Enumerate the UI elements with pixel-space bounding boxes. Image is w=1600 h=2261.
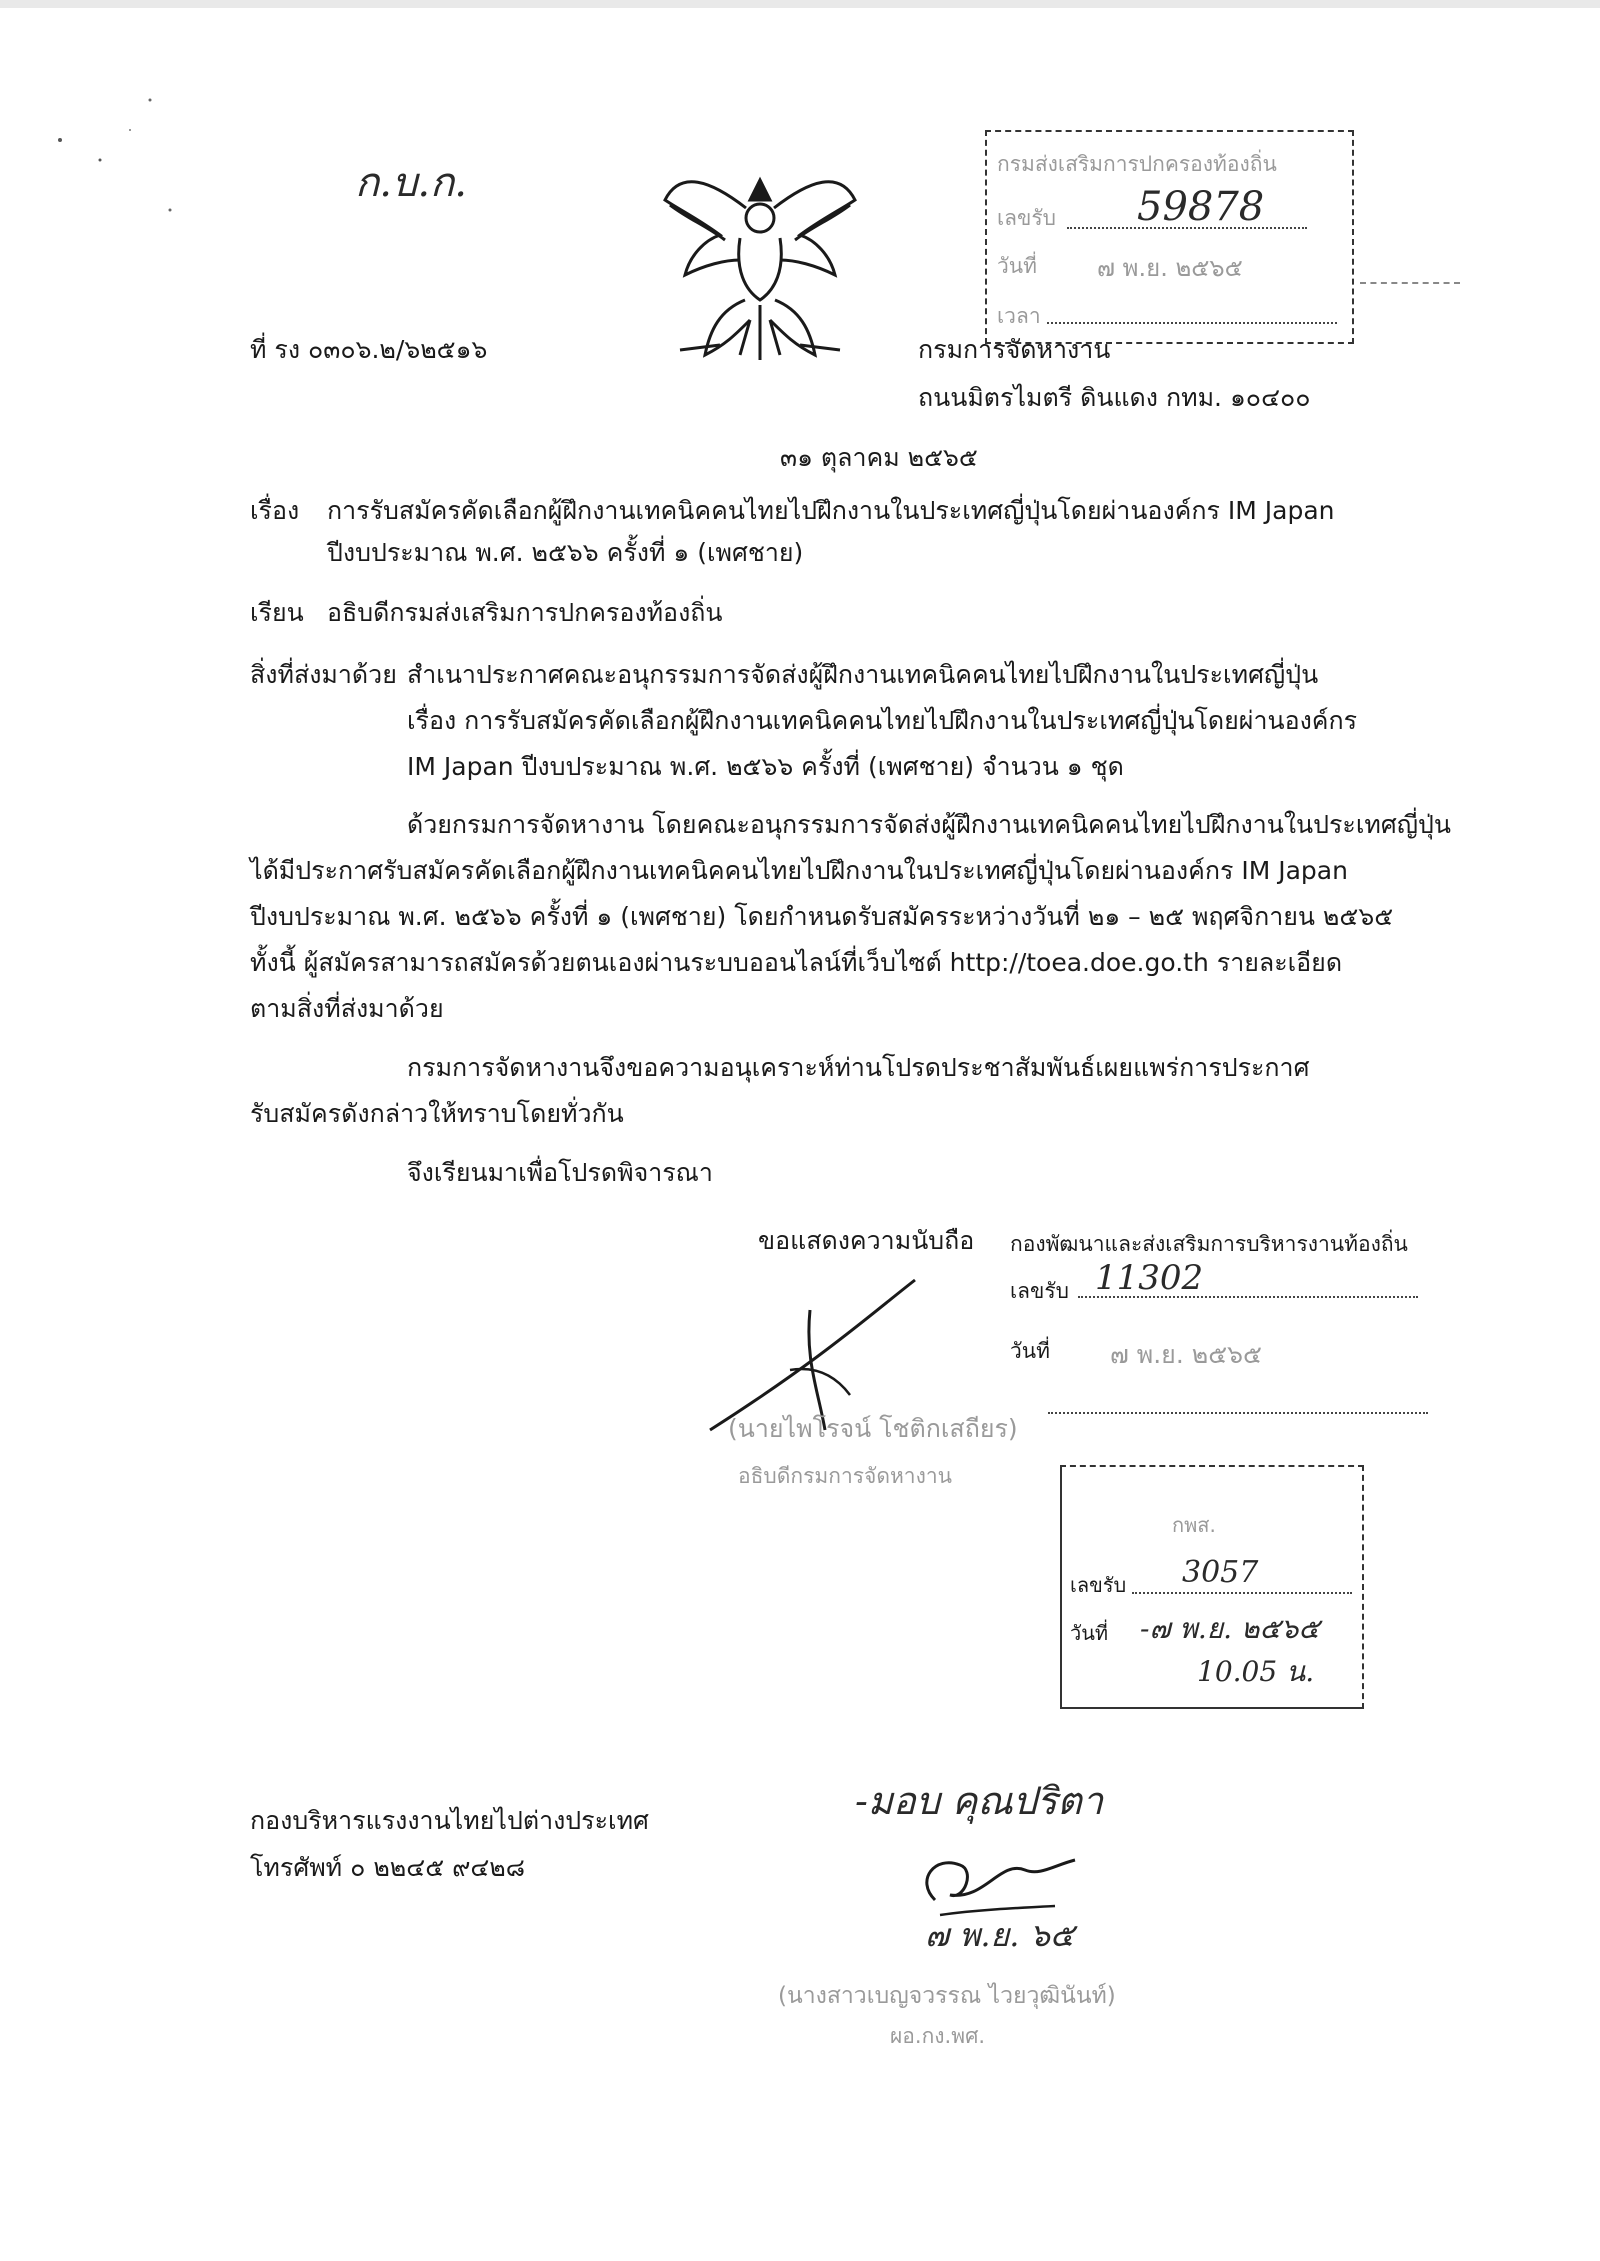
stamp1-time-label: เวลา bbox=[997, 304, 1041, 328]
stamp2-office: กองพัฒนาและส่งเสริมการบริหารงานท้องถิ่น bbox=[1010, 1232, 1408, 1256]
stamp2-number: 11302 bbox=[1095, 1258, 1204, 1298]
stamp3-number-label: เลขรับ bbox=[1070, 1573, 1127, 1597]
stamp2-date: ๗ พ.ย. ๒๕๖๕ bbox=[1110, 1340, 1262, 1369]
subject-line-2: ปีงบประมาณ พ.ศ. ๒๕๖๖ ครั้งที่ ๑ (เพศชาย) bbox=[327, 538, 804, 567]
body-p1-line-2: ได้มีประกาศรับสมัครคัดเลือกผู้ฝึกงานเทคนิคคนไทยไปฝึกงานในประเทศญี่ปุ่นโดยผ่านองค์กร IM Japan bbox=[250, 856, 1348, 885]
stamp1-time-line bbox=[1047, 322, 1337, 324]
second-signer-title: ผอ.กง.พศ. bbox=[890, 2024, 986, 2048]
salutation-label: เรียน bbox=[250, 598, 304, 627]
letter-date: ๓๑ ตุลาคม ๒๕๖๕ bbox=[780, 443, 978, 472]
salutation-text: อธิบดีกรมส่งเสริมการปกครองท้องถิ่น bbox=[327, 598, 723, 627]
enclosure-label: สิ่งที่ส่งมาด้วย bbox=[250, 660, 397, 689]
received-stamp-1 bbox=[985, 130, 1354, 344]
received-stamp-3 bbox=[1060, 1465, 1364, 1709]
body-p1-line-5: ตามสิ่งที่ส่งมาด้วย bbox=[250, 994, 444, 1023]
stamp2-time-line bbox=[1048, 1412, 1428, 1414]
body-p1-line-3: ปีงบประมาณ พ.ศ. ๒๕๖๖ ครั้งที่ ๑ (เพศชาย) โดยกำหนดรับสมัครระหว่างวันที่ ๒๑ – ๒๕ พฤศจิกายน ๒๕๖๕ bbox=[250, 902, 1394, 931]
signer-title: อธิบดีกรมการจัดหางาน bbox=[738, 1464, 952, 1488]
garuda-emblem bbox=[650, 160, 870, 365]
reference-number: ที่ รง ๐๓๐๖.๒/๖๒๕๑๖ bbox=[250, 335, 488, 364]
handwritten-date-note: ๗ พ.ย. ๖๕ bbox=[925, 1916, 1075, 1954]
body-p2-line-2: รับสมัครดังกล่าวให้ทราบโดยทั่วกัน bbox=[250, 1099, 624, 1128]
scan-specks bbox=[40, 70, 200, 270]
faint-handwriting: ㅤ bbox=[300, 253, 329, 288]
stamp1-number: 59878 bbox=[1137, 184, 1265, 230]
body-p1-line-1: ด้วยกรมการจัดหางาน โดยคณะอนุกรรมการจัดส่งผู้ฝึกงานเทคนิคคนไทยไปฝึกงานในประเทศญี่ปุ่น bbox=[407, 810, 1452, 839]
stamp3-date: -๗ พ.ย. ๒๕๖๕ bbox=[1140, 1612, 1320, 1645]
stamp1-number-label: เลขรับ bbox=[997, 206, 1057, 230]
stamp1-date: ๗ พ.ย. ๒๕๖๕ bbox=[1097, 254, 1243, 282]
body-p1-line-4: ทั้งนี้ ผู้สมัครสามารถสมัครด้วยตนเองผ่านระบบออนไลน์ที่เว็บไซต์ http://toea.doe.go.th รายละเอียด bbox=[250, 948, 1343, 977]
body-p3: จึงเรียนมาเพื่อโปรดพิจารณา bbox=[407, 1158, 713, 1187]
stamp2-number-label: เลขรับ bbox=[1010, 1279, 1070, 1303]
stamp3-time: 10.05 น. bbox=[1197, 1655, 1315, 1688]
enclosure-line-3: IM Japan ปีงบประมาณ พ.ศ. ๒๕๖๖ ครั้งที่ (เพศชาย) จำนวน ๑ ชุด bbox=[407, 752, 1124, 781]
handwritten-top-note: ก.บ.ก. bbox=[355, 160, 467, 206]
enclosure-line-1: สำเนาประกาศคณะอนุกรรมการจัดส่งผู้ฝึกงานเทคนิคคนไทยไปฝึกงานในประเทศญี่ปุ่น bbox=[407, 660, 1319, 689]
signer-name: (นายไพโรจน์ โชติกเสถียร) bbox=[728, 1414, 1018, 1443]
stamp1-edge bbox=[1360, 282, 1460, 284]
department-name: กรมการจัดหางาน bbox=[918, 335, 1111, 364]
footer-office: กองบริหารแรงงานไทยไปต่างประเทศ bbox=[250, 1806, 649, 1835]
body-p2-line-1: กรมการจัดหางานจึงขอความอนุเคราะห์ท่านโปรดประชาสัมพันธ์เผยแพร่การประกาศ bbox=[407, 1053, 1310, 1082]
footer-phone: โทรศัพท์ ๐ ๒๒๔๕ ๙๔๒๘ bbox=[250, 1853, 526, 1882]
stamp2-date-label: วันที่ bbox=[1010, 1339, 1050, 1363]
stamp3-office: กพส. bbox=[1172, 1513, 1216, 1537]
second-signer-name: (นางสาวเบญจวรรณ ไวยวุฒินันท์) bbox=[778, 1983, 1116, 2009]
handwritten-assign-note: -มอบ คุณปริตา bbox=[855, 1779, 1104, 1823]
stamp3-number-line bbox=[1132, 1592, 1352, 1594]
subject-line-1: การรับสมัครคัดเลือกผู้ฝึกงานเทคนิคคนไทยไปฝึกงานในประเทศญี่ปุ่นโดยผ่านองค์กร IM Japan bbox=[327, 496, 1335, 525]
stamp1-office: กรมส่งเสริมการปกครองท้องถิ่น bbox=[997, 152, 1277, 176]
stamp3-date-label: วันที่ bbox=[1070, 1621, 1109, 1645]
closing-regards: ขอแสดงความนับถือ bbox=[758, 1226, 975, 1255]
subject-label: เรื่อง bbox=[250, 496, 300, 525]
enclosure-line-2: เรื่อง การรับสมัครคัดเลือกผู้ฝึกงานเทคนิคคนไทยไปฝึกงานในประเทศญี่ปุ่นโดยผ่านองค์กร bbox=[407, 706, 1358, 735]
department-address: ถนนมิตรไมตรี ดินแดง กทม. ๑๐๔๐๐ bbox=[918, 383, 1311, 412]
stamp1-date-label: วันที่ bbox=[997, 254, 1037, 278]
stamp3-number: 3057 bbox=[1182, 1555, 1259, 1590]
scan-edge-shade bbox=[0, 0, 1600, 8]
